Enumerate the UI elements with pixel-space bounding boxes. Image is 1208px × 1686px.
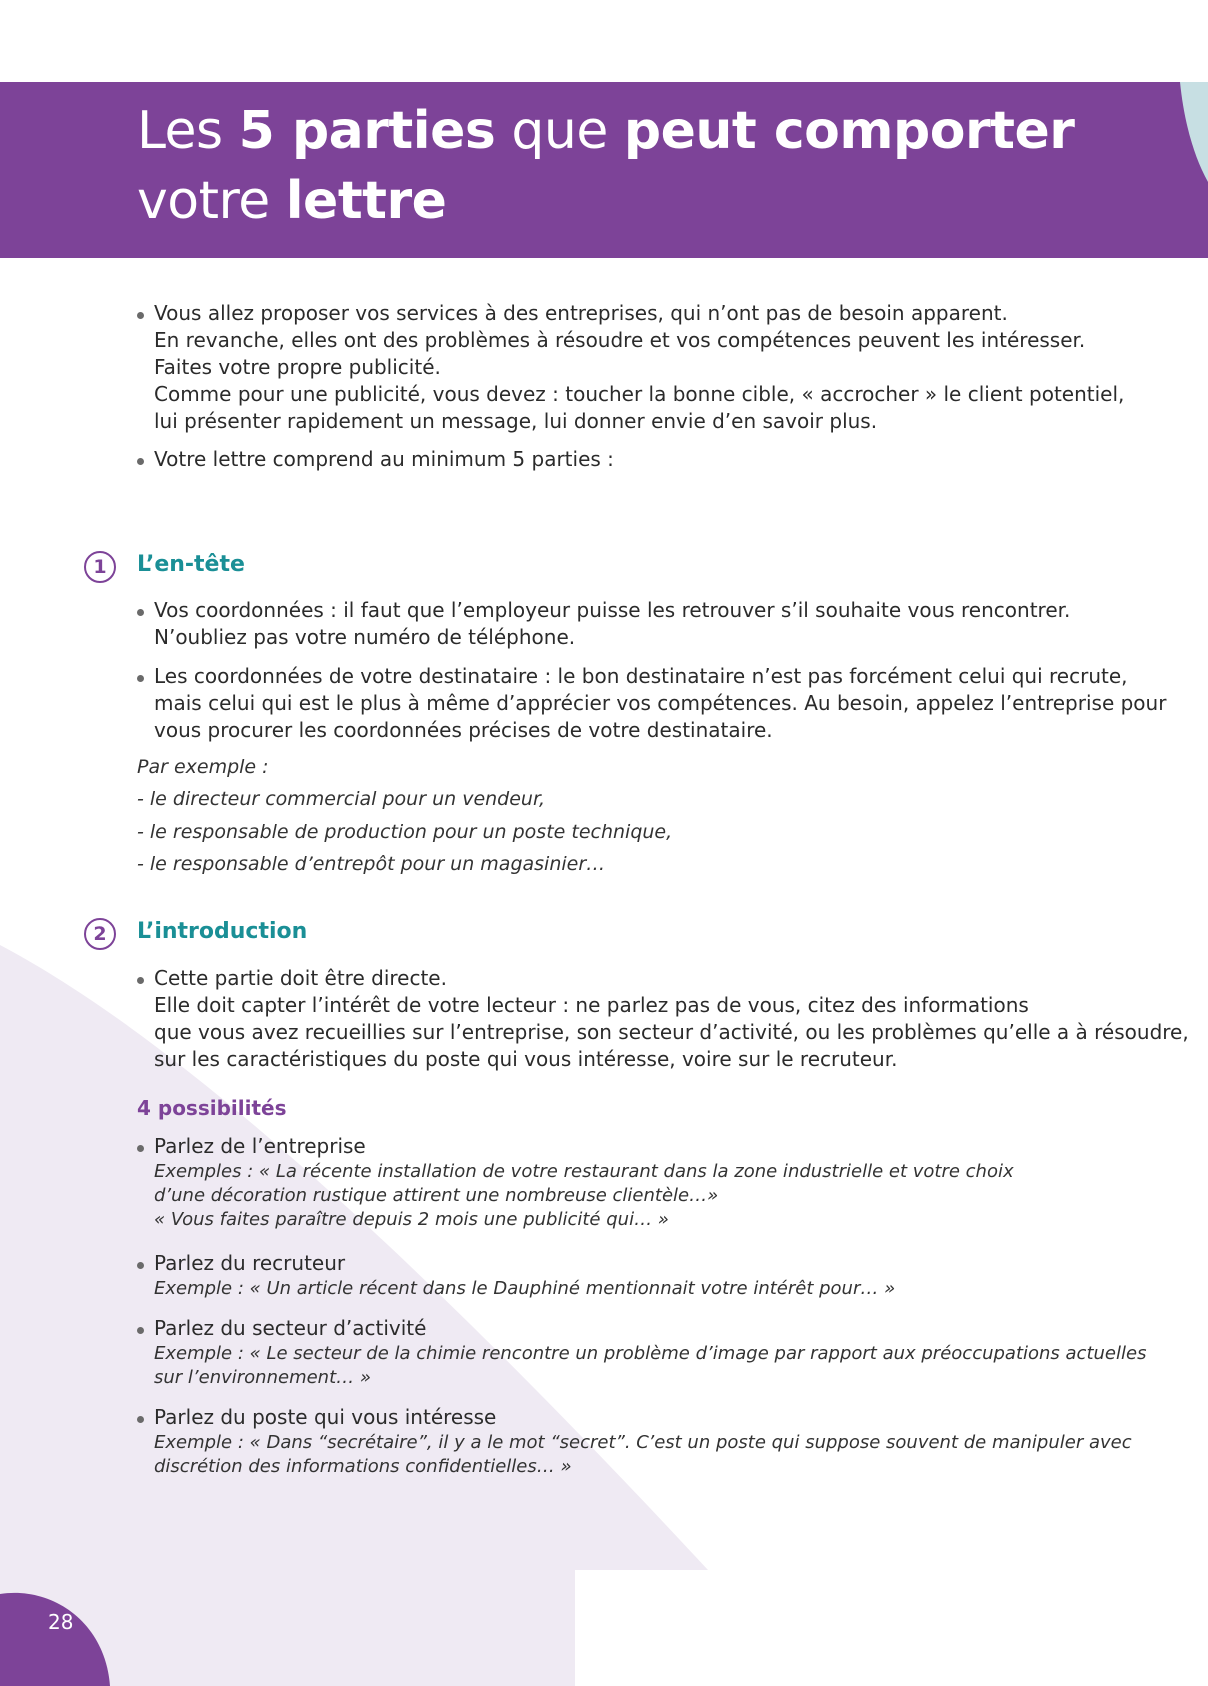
header-band-curve xyxy=(1180,82,1208,258)
example-line: - le responsable d’entrepôt pour un magasinier… xyxy=(137,853,606,875)
intro-bullet: Vous allez proposer vos services à des entreprises, qui n’ont pas de besoin apparent. En revanche, elles ont des problèmes à résoudre et vos compétences peuvent les intéresser. Faites votre propre publicité. Comme pour une publicité, vous devez : toucher la bonne cible, « accrocher » le client potentiel, lui présenter rapidement un message, lui donner envie d’en savoir plus. xyxy=(137,300,1114,435)
section-number-badge: 1 xyxy=(84,551,116,583)
possibility-item: Parlez du recruteur Exemple : « Un article récent dans le Dauphiné mentionnait votre intérêt pour… » xyxy=(137,1250,1114,1301)
possibility-item: Parlez du poste qui vous intéresse Exemple : « Dans “secrétaire”, il y a le mot “secret”. C’est un poste qui suppose souvent de manipuler avec discrétion des informations confidentielles… » xyxy=(137,1404,1114,1479)
section1-bullet: Les coordonnées de votre destinataire : le bon destinataire n’est pas forcément celui qui recrute, mais celui qui est le plus à même d’apprécier vos compétences. Au besoin, appelez l’entreprise pour vous procurer les coordonnées précises de votre destinataire. xyxy=(137,663,1114,744)
intro-bullet: Votre lettre comprend au minimum 5 parties : xyxy=(137,446,1114,473)
section-number-badge: 2 xyxy=(84,918,116,950)
example-line: - le directeur commercial pour un vendeur, xyxy=(137,788,546,810)
section2-bullet: Cette partie doit être directe. Elle doit capter l’intérêt de votre lecteur : ne parlez pas de vous, citez des informations que vous avez recueillies sur l’entreprise, son secteur d’activité, ou les problèmes qu’elle a à résoudre, sur les caractéristiques du poste qui vous intéresse, voire sur le recruteur. xyxy=(137,965,1114,1073)
possibility-item: Parlez du secteur d’activité Exemple : « Le secteur de la chimie rencontre un problème d’image par rapport aux préoccupations actuelles sur l’environnement… » xyxy=(137,1315,1114,1390)
section1-bullet: Vos coordonnées : il faut que l’employeur puisse les retrouver s’il souhaite vous rencontrer. N’oubliez pas votre numéro de téléphone. xyxy=(137,597,1114,651)
possibilities-heading: 4 possibilités xyxy=(137,1096,287,1120)
example-line: - le responsable de production pour un poste technique, xyxy=(137,821,673,843)
section-title: L’introduction xyxy=(137,919,308,944)
page-number: 28 xyxy=(48,1610,74,1634)
page-title: Les 5 parties que peut comporter votre lettre xyxy=(137,101,1075,231)
section-title: L’en-tête xyxy=(137,552,245,577)
possibility-item: Parlez de l’entreprise Exemples : « La récente installation de votre restaurant dans la zone industrielle et votre choix d’une décoration rustique attirent une nombreuse clientèle…» « Vous faites paraître depuis 2 mois une publicité qui… » xyxy=(137,1133,1114,1232)
example-line: Par exemple : xyxy=(137,756,269,778)
